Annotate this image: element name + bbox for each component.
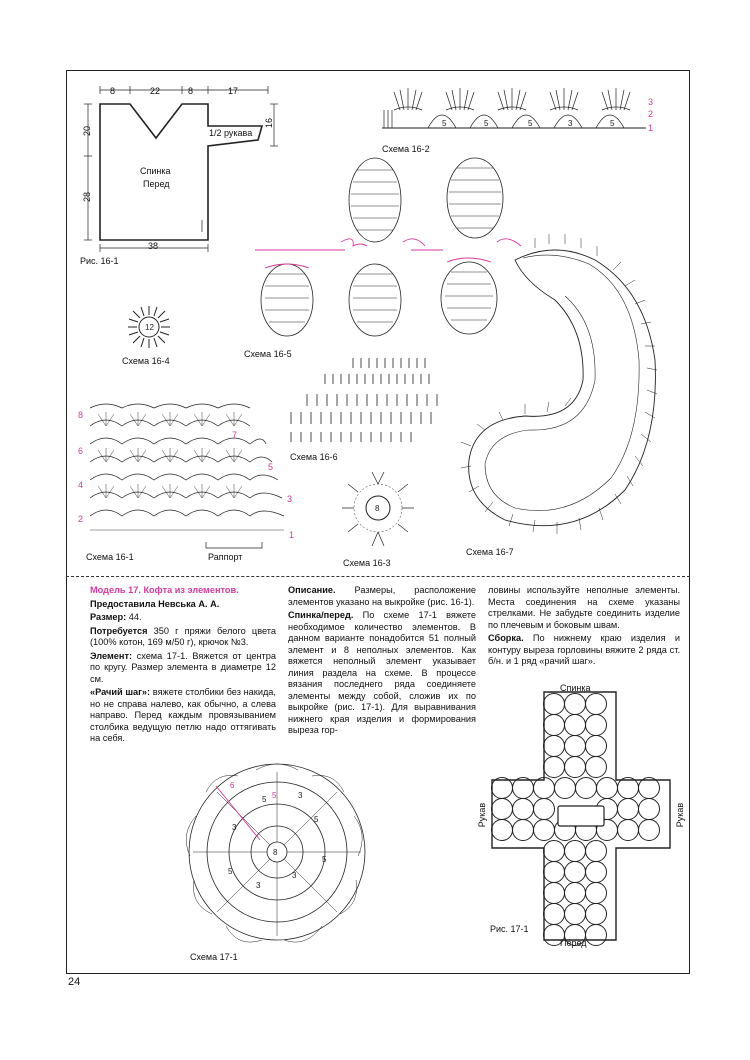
- svg-text:5: 5: [272, 791, 277, 800]
- layout-element-circle: [492, 799, 513, 820]
- dim-top-3: 8: [188, 86, 194, 96]
- center-17-1: 8: [273, 848, 278, 857]
- size-value: 44.: [128, 612, 142, 622]
- svg-text:5: 5: [528, 119, 533, 128]
- dim-top-1: 8: [110, 86, 116, 96]
- layout-element-circle: [565, 757, 586, 778]
- crab-text: вяжете столбики без накида, но не справа налево, как обычно, а слева направо. Перед каждым провязыванием столбика ведущую петлю надо оттягивать на себя.: [90, 687, 276, 743]
- row-16-1-2: 2: [78, 514, 84, 524]
- caption-scheme-17-1: Схема 17-1: [190, 952, 238, 962]
- author: Предоставила Невська А. А.: [90, 598, 220, 609]
- row-16-1-7: 7: [232, 430, 238, 440]
- center-16-3: 8: [375, 504, 380, 513]
- dim-bottom: 38: [148, 241, 159, 251]
- size-label: Размер:: [90, 612, 127, 622]
- layout-element-circle: [544, 736, 565, 757]
- layout-element-circle: [586, 925, 607, 946]
- layout-element-circle: [544, 757, 565, 778]
- svg-text:3: 3: [256, 881, 261, 890]
- layout-element-circle: [565, 694, 586, 715]
- row-16-1-5: 5: [268, 462, 274, 472]
- layout-element-circle: [513, 799, 534, 820]
- layout-element-circle: [513, 820, 534, 841]
- label-front: Перед: [143, 179, 170, 189]
- layout-element-circle: [586, 694, 607, 715]
- layout-label-right: Рукав: [675, 802, 686, 828]
- svg-text:5: 5: [322, 855, 327, 864]
- row-16-1-1: 1: [289, 530, 295, 540]
- caption-scheme-16-5: Схема 16-5: [244, 349, 292, 359]
- layout-element-circle: [618, 799, 639, 820]
- edging-diagram-16-2: [378, 82, 658, 137]
- svg-text:3: 3: [232, 823, 237, 832]
- layout-element-circle: [565, 862, 586, 883]
- need-text: 350 г пряжи белого цвета (100% котон, 169 м/50 г), крючок №3.: [90, 625, 276, 647]
- row-16-2-3: 3: [648, 97, 654, 107]
- svg-text:3: 3: [292, 871, 297, 880]
- layout-label-left: Рукав: [477, 802, 488, 828]
- layout-label-bottom: Перед: [560, 938, 587, 948]
- dim-top-4: 17: [228, 86, 239, 96]
- text-column-3: [488, 585, 680, 670]
- dim-left-lower: 28: [82, 191, 93, 203]
- layout-element-circle: [618, 820, 639, 841]
- svg-text:5: 5: [484, 119, 489, 128]
- layout-element-circle: [534, 820, 555, 841]
- layout-element-circle: [565, 715, 586, 736]
- center-16-4: 12: [145, 323, 154, 332]
- layout-element-circle: [534, 799, 555, 820]
- layout-element-circle: [544, 694, 565, 715]
- row-16-2-1: 1: [648, 123, 654, 133]
- need-label: Потребуется: [90, 625, 148, 636]
- caption-scheme-16-7: Схема 16-7: [466, 547, 514, 557]
- fan-stitch-diagram-16-1: [86, 402, 286, 542]
- back-label: Спинка/перед.: [288, 610, 354, 620]
- stitch-diagram-16-6: [285, 350, 445, 450]
- layout-element-circle: [565, 883, 586, 904]
- caption-scheme-16-6: Схема 16-6: [290, 452, 338, 462]
- svg-text:5: 5: [314, 815, 319, 824]
- model-title: Модель 17. Кофта из элементов.: [90, 585, 239, 595]
- label-back: Спинка: [140, 166, 171, 176]
- desc-text: Размеры, расположение элементов указано на выкройке (рис. 16-1).: [288, 585, 476, 607]
- layout-element-circle: [565, 841, 586, 862]
- curve-diagram-16-7: [445, 220, 670, 550]
- layout-element-circle: [586, 862, 607, 883]
- layout-element-circle: [544, 841, 565, 862]
- layout-element-circle: [544, 715, 565, 736]
- svg-text:5: 5: [228, 867, 233, 876]
- dim-top-2: 22: [150, 86, 161, 96]
- row-16-1-3: 3: [287, 494, 293, 504]
- motif-diagram-16-3: [340, 466, 416, 552]
- row-16-2-2: 2: [648, 109, 654, 119]
- layout-element-circle: [555, 778, 576, 799]
- layout-element-circle: [639, 799, 660, 820]
- caption-scheme-16-3: Схема 16-3: [343, 558, 391, 568]
- layout-element-circle: [544, 904, 565, 925]
- dim-sleeve: 16: [264, 117, 275, 129]
- element-text: схема 17-1. Вяжется от центра по кругу. Размер элемента в диаметре 12 см.: [90, 650, 276, 684]
- dim-left-upper: 20: [82, 125, 93, 137]
- desc-label: Описание.: [288, 585, 336, 595]
- page-number: 24: [68, 976, 81, 988]
- row-16-1-8: 8: [78, 410, 84, 420]
- layout-element-circle: [586, 757, 607, 778]
- svg-text:3: 3: [298, 791, 303, 800]
- crab-label: «Рачий шаг»:: [90, 687, 151, 697]
- text-column-2: [288, 585, 476, 739]
- motif-diagram-17-1: [172, 758, 382, 950]
- motif-diagram-16-4: [124, 302, 174, 352]
- layout-element-circle: [597, 778, 618, 799]
- caption-scheme-16-1: Схема 16-1: [86, 552, 134, 562]
- row-16-1-4: 4: [78, 480, 84, 490]
- layout-element-circle: [586, 883, 607, 904]
- caption-scheme-16-2: Схема 16-2: [382, 144, 430, 154]
- layout-label-top: Спинка: [560, 683, 591, 693]
- layout-element-circle: [639, 820, 660, 841]
- layout-element-circle: [586, 904, 607, 925]
- rapport-bracket: [204, 540, 264, 550]
- layout-element-circle: [565, 904, 586, 925]
- caption-fig-17-1: Рис. 17-1: [490, 924, 529, 934]
- label-sleeve: 1/2 рукава: [209, 128, 253, 138]
- back-text: По схеме 17-1 вяжете необходимое количество элементов. В данном варианте понадобится 51 полный элемент и 8 неполных элементов. Как вяжется неполный элемент указывает линия раздела на схеме. В процессе вязания последнего ряда соединяете элементы между собой, сложив их по выкройке (рис. 17-1). Для выравнивания нижнего края изделия и формирования выреза гор-: [288, 610, 476, 735]
- row-16-1-6: 6: [78, 446, 84, 456]
- assembly-text: По нижнему краю изделия и контуру выреза горловины вяжите 2 ряда ст. б/н. и 1 ряд «рачий шаг».: [488, 633, 680, 666]
- element-label: Элемент:: [90, 650, 133, 661]
- layout-element-circle: [565, 736, 586, 757]
- svg-text:5: 5: [610, 119, 615, 128]
- text-column-1: [90, 585, 276, 747]
- neck-opening: [558, 806, 604, 826]
- layout-element-circle: [586, 736, 607, 757]
- layout-element-circle: [544, 862, 565, 883]
- svg-text:5: 5: [442, 119, 447, 128]
- section-divider: [66, 576, 690, 577]
- layout-element-circle: [492, 820, 513, 841]
- svg-text:6: 6: [230, 781, 235, 790]
- layout-diagram-17-1: [488, 688, 674, 946]
- layout-element-circle: [586, 715, 607, 736]
- label-rapport: Раппорт: [208, 552, 243, 562]
- svg-text:5: 5: [262, 795, 267, 804]
- caption-fig-16-1: Рис. 16-1: [80, 256, 119, 266]
- layout-element-circle: [576, 778, 597, 799]
- layout-element-circle: [544, 883, 565, 904]
- svg-text:3: 3: [568, 119, 573, 128]
- assembly-label: Сборка.: [488, 633, 524, 643]
- layout-element-circle: [586, 841, 607, 862]
- caption-scheme-16-4: Схема 16-4: [122, 356, 170, 366]
- col3-text: ловины используйте неполные элементы. Места соединения на схеме указаны стрелками. Не забудьте соединить изделие по плечевым и боковым швам.: [488, 585, 680, 630]
